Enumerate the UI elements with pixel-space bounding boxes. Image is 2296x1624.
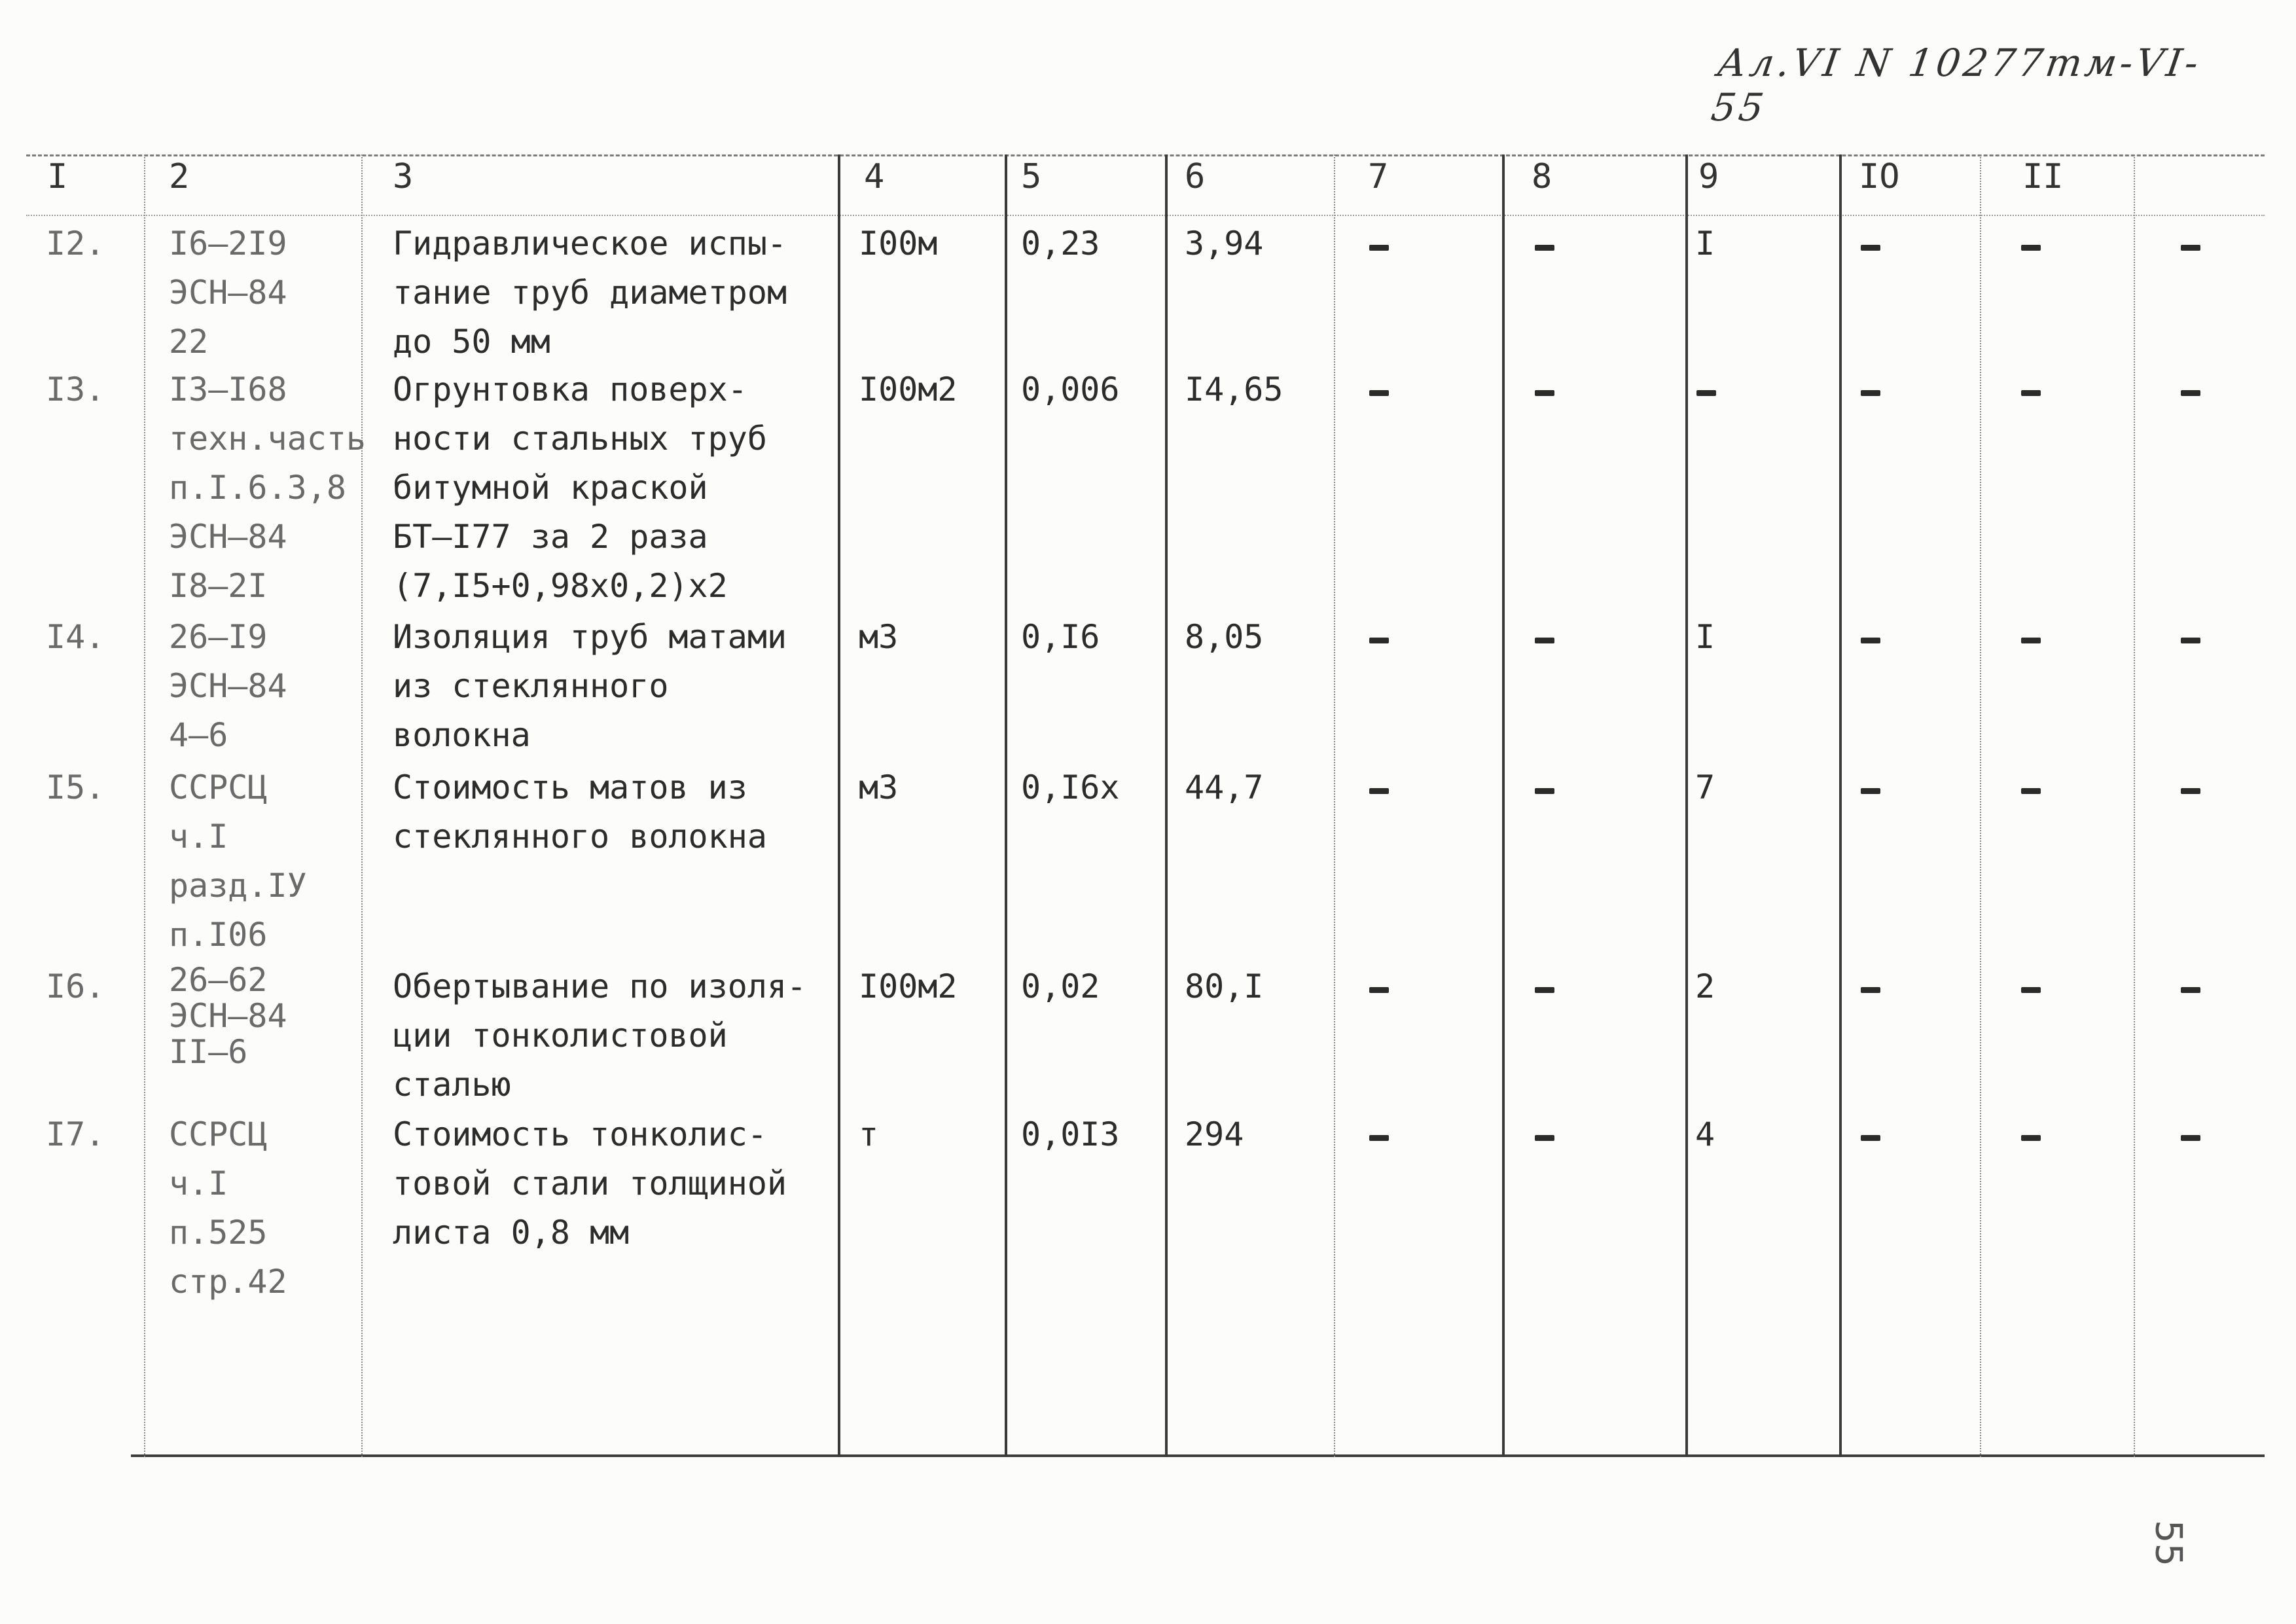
row-price: 3,94: [1185, 225, 1264, 262]
row-unit: I00м2: [859, 967, 958, 1005]
header-col-2: 2: [169, 157, 190, 196]
row-number: I6.: [46, 967, 105, 1005]
dash-col8: [1535, 390, 1554, 396]
dash-col7: [1369, 390, 1389, 396]
header-col-9: 9: [1698, 157, 1719, 196]
row-unit: м3: [859, 768, 899, 806]
row-quantity: 0,006: [1021, 370, 1120, 408]
row-number: I4.: [46, 618, 105, 656]
header-col-10: IO: [1859, 157, 1900, 196]
dash-col9: [1696, 390, 1716, 396]
dash-col7: [1369, 245, 1389, 251]
row-col9: 7: [1695, 768, 1715, 806]
row-code: ССРСЦ ч.I п.525 стр.42: [169, 1115, 287, 1301]
column-divider: [1502, 154, 1505, 1457]
row-description: Обертывание по изоля- ции тонколистовой сталью: [393, 967, 807, 1104]
row-col9: 2: [1695, 967, 1715, 1005]
dash-col10: [1861, 638, 1880, 643]
column-divider: [2134, 154, 2135, 1457]
row-code: ССРСЦ ч.I разд.IУ п.I06: [169, 768, 307, 954]
table-bottom-border: [131, 1454, 2265, 1457]
row-code: 26–I9 ЭСН–84 4–6: [169, 618, 287, 754]
document-code: Ал.VI N 10277тм-VI-55: [1708, 41, 2204, 130]
header-col-5: 5: [1021, 157, 1042, 196]
header-col-4: 4: [864, 157, 885, 196]
row-description: Изоляция труб матами из стеклянного волокна: [393, 618, 787, 754]
dash-col11: [2021, 245, 2041, 251]
row-quantity: 0,23: [1021, 225, 1100, 262]
row-number: I5.: [46, 768, 105, 806]
header-col-1: I: [47, 157, 68, 196]
row-description: Стоимость матов из стеклянного волокна: [393, 768, 767, 856]
dash-col10: [1861, 987, 1880, 993]
dash-col12: [2181, 245, 2200, 251]
dash-col11: [2021, 1135, 2041, 1141]
row-number: I3.: [46, 370, 105, 408]
column-divider: [1839, 154, 1842, 1457]
row-quantity: 0,I6: [1021, 618, 1100, 656]
header-col-8: 8: [1532, 157, 1552, 196]
dash-col12: [2181, 390, 2200, 396]
column-divider: [1334, 154, 1335, 1457]
column-divider: [1165, 154, 1168, 1457]
row-price: 44,7: [1185, 768, 1264, 806]
row-price: 294: [1185, 1115, 1244, 1153]
column-divider: [144, 154, 145, 1457]
row-unit: I00м: [859, 225, 938, 262]
dash-col10: [1861, 245, 1880, 251]
row-price: 8,05: [1185, 618, 1264, 656]
column-divider: [1005, 154, 1007, 1457]
dash-col8: [1535, 788, 1554, 794]
dash-col8: [1535, 245, 1554, 251]
dash-col7: [1369, 638, 1389, 643]
dash-col12: [2181, 987, 2200, 993]
dash-col12: [2181, 788, 2200, 794]
column-divider: [1685, 154, 1688, 1457]
dash-col12: [2181, 1135, 2200, 1141]
row-description: Гидравлическое испы- тание труб диаметром до 50 мм: [393, 225, 787, 361]
row-description: Стоимость тонколис- товой стали толщиной листа 0,8 мм: [393, 1115, 787, 1252]
row-number: I7.: [46, 1115, 105, 1153]
row-code: I6–2I9 ЭСН–84 22: [169, 225, 287, 361]
dash-col10: [1861, 390, 1880, 396]
row-quantity: 0,0I3: [1021, 1115, 1120, 1153]
row-number: I2.: [46, 225, 105, 262]
column-divider: [838, 154, 840, 1457]
dash-col7: [1369, 1135, 1389, 1141]
dash-col8: [1535, 987, 1554, 993]
dash-col8: [1535, 638, 1554, 643]
row-unit: м3: [859, 618, 899, 656]
dash-col7: [1369, 788, 1389, 794]
side-page-number: 55: [2147, 1519, 2190, 1567]
row-col9: I: [1695, 618, 1715, 656]
row-code: 26–62 ЭСН–84 II–6: [169, 961, 287, 1071]
dash-col12: [2181, 638, 2200, 643]
column-divider: [1980, 154, 1981, 1457]
row-col9: I: [1695, 225, 1715, 262]
header-col-6: 6: [1185, 157, 1206, 196]
header-col-11: II: [2022, 157, 2064, 196]
row-quantity: 0,I6x: [1021, 768, 1120, 806]
dash-col8: [1535, 1135, 1554, 1141]
header-col-7: 7: [1368, 157, 1389, 196]
dash-col11: [2021, 390, 2041, 396]
dash-col7: [1369, 987, 1389, 993]
row-quantity: 0,02: [1021, 967, 1100, 1005]
row-description: Огрунтовка поверх- ности стальных труб битумной краской БТ–I77 за 2 раза (7,I5+0,98x0,2)x2: [393, 370, 767, 605]
row-price: I4,65: [1185, 370, 1283, 408]
dash-col11: [2021, 987, 2041, 993]
row-unit: т: [859, 1115, 879, 1153]
row-unit: I00м2: [859, 370, 958, 408]
row-code: I3–I68 техн.часть п.I.6.3,8 ЭСН–84 I8–2I: [169, 370, 367, 605]
column-divider: [361, 154, 363, 1457]
dash-col11: [2021, 638, 2041, 643]
dash-col10: [1861, 788, 1880, 794]
dash-col10: [1861, 1135, 1880, 1141]
row-price: 80,I: [1185, 967, 1264, 1005]
row-col9: 4: [1695, 1115, 1715, 1153]
dash-col11: [2021, 788, 2041, 794]
header-col-3: 3: [393, 157, 414, 196]
